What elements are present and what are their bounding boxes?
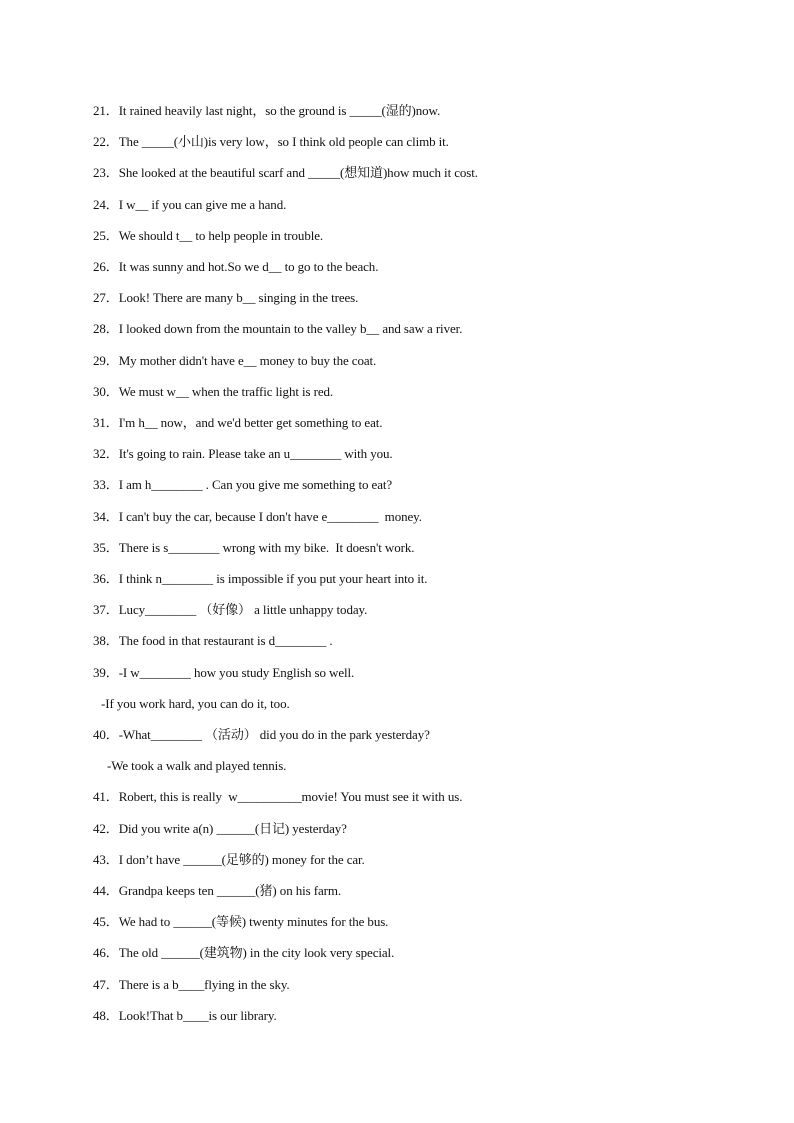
question-36: 36．I think n________ is impossible if you put your heart into it. [93, 571, 428, 586]
question-46: 46．The old ______(建筑物) in the city look very special. [93, 945, 395, 960]
question-39: 39．-I w________ how you study English so well. [93, 665, 355, 680]
question-47: 47．There is a b____flying in the sky. [93, 977, 290, 992]
question-40: 40．-What________ （活动） did you do in the park yesterday? [93, 727, 430, 742]
question-31: 31．I'm h__ now，and we'd better get something to eat. [93, 415, 383, 430]
question-34: 34．I can't buy the car, because I don't have e________ money. [93, 509, 422, 524]
question-21: 21．It rained heavily last night，so the ground is _____(湿的)now. [93, 103, 441, 118]
question-30: 30．We must w__ when the traffic light is red. [93, 384, 334, 399]
question-43: 43．I don’t have ______(足够的) money for the car. [93, 852, 365, 867]
question-40-reply: -We took a walk and played tennis. [107, 758, 287, 773]
question-44: 44．Grandpa keeps ten ______(猪) on his farm. [93, 883, 342, 898]
question-29: 29．My mother didn't have e__ money to buy the coat. [93, 353, 377, 368]
question-23: 23．She looked at the beautiful scarf and _____(想知道)how much it cost. [93, 165, 478, 180]
question-48: 48．Look!That b____is our library. [93, 1008, 277, 1023]
question-45: 45．We had to ______(等候) twenty minutes for the bus. [93, 914, 389, 929]
question-37: 37．Lucy________ （好像） a little unhappy today. [93, 602, 368, 617]
question-32: 32．It's going to rain. Please take an u________ with you. [93, 446, 393, 461]
question-39-reply: -If you work hard, you can do it, too. [101, 696, 290, 711]
question-33: 33．I am h________ . Can you give me something to eat? [93, 477, 393, 492]
question-24: 24．I w__ if you can give me a hand. [93, 197, 287, 212]
question-27: 27．Look! There are many b__ singing in the trees. [93, 290, 359, 305]
question-22: 22．The _____(小山)is very low，so I think old people can climb it. [93, 134, 449, 149]
question-28: 28．I looked down from the mountain to the valley b__ and saw a river. [93, 321, 463, 336]
question-38: 38．The food in that restaurant is d________ . [93, 633, 333, 648]
question-26: 26．It was sunny and hot.So we d__ to go to the beach. [93, 259, 379, 274]
question-35: 35．There is s________ wrong with my bike. It doesn't work. [93, 540, 415, 555]
question-41: 41．Robert, this is really w__________movie! You must see it with us. [93, 789, 463, 804]
question-42: 42．Did you write a(n) ______(日记) yesterday? [93, 821, 347, 836]
question-25: 25．We should t__ to help people in trouble. [93, 228, 324, 243]
